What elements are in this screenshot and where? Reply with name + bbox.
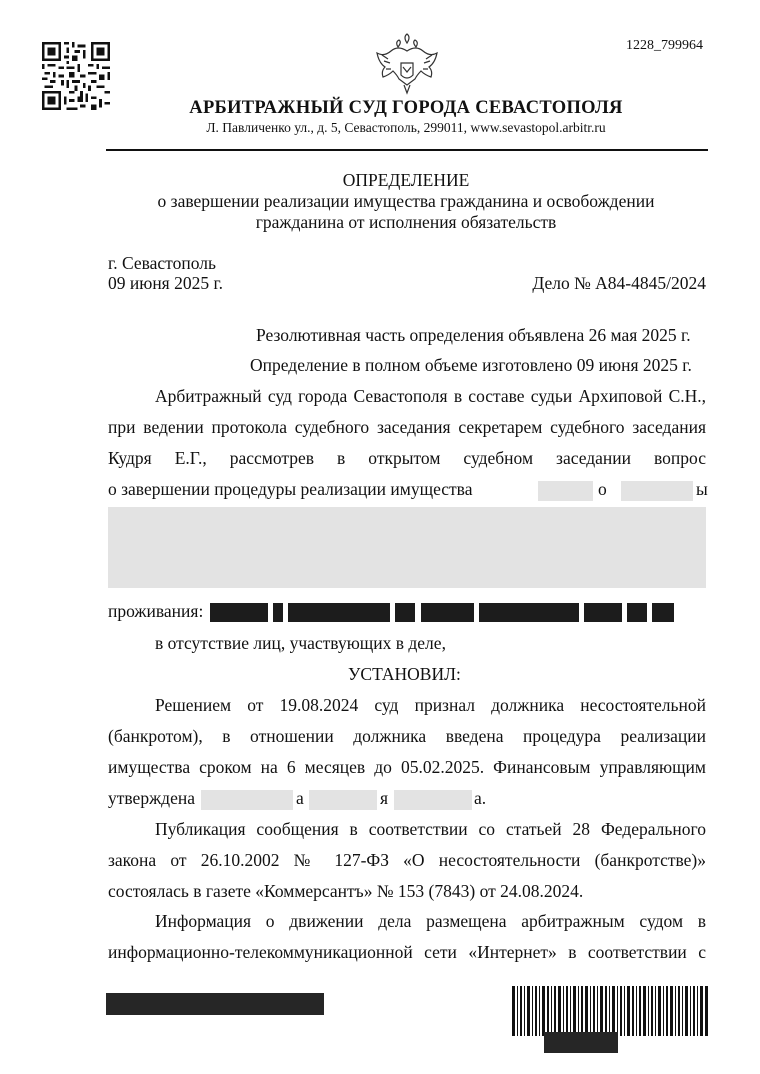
decision-date: 09 июня 2025 г. [108,273,224,293]
redaction-mark [210,603,268,622]
redaction-mark [421,603,474,622]
redacted-barcode-label [544,1032,618,1053]
paragraph-1-line-3: Кудря Е.Г., рассмотрев в открытом судебном заседании вопрос [108,448,706,468]
document-subtitle-line-2: гражданина от исполнения обязательств [255,212,557,232]
case-number: Дело № А84-4845/2024 [532,273,706,293]
redaction-mark [395,603,415,622]
redaction-mark [652,603,674,622]
coat-of-arms-emblem [374,33,440,97]
redaction-mark [538,481,593,501]
paragraph-4-line-1: Информация о движении дела размещена арбитражным судом в [155,911,706,931]
paragraph-1-line-4-end: ы [696,479,708,499]
paragraph-2-line-4-start: утверждена [108,788,195,808]
paragraph-2-line-2: (банкротом), в отношении должника введена процедура реализации [108,726,706,746]
paragraph-2-line-4-part-b: а [296,788,304,808]
document-subtitle-line-1: о завершении реализации имущества гражданина и освобождении [157,191,655,211]
paragraph-2-line-1: Решением от 19.08.2024 суд признал должника несостоятельной [155,695,706,715]
paragraph-1-line-1: Арбитражный суд города Севастополя в составе судьи Архиповой С.Н., [155,386,706,406]
court-address: Л. Павличенко ул., д. 5, Севастополь, 299011, www.sevastopol.arbitr.ru [206,120,606,135]
redaction-mark [479,603,579,622]
paragraph-2-line-4-part-c: я [380,788,389,808]
resolution-line: Резолютивная часть определения объявлена 26 мая 2025 г. [256,325,691,345]
barcode-icon [512,986,708,1036]
established-heading: УСТАНОВИЛ: [348,664,461,684]
redaction-mark [273,603,283,622]
paragraph-1-line-4-start: о завершении процедуры реализации имущества [108,479,473,499]
full-text-line: Определение в полном объеме изготовлено 09 июня 2025 г. [250,355,692,375]
redaction-mark [201,790,293,810]
redacted-block [108,507,706,588]
paragraph-2-line-3: имущества сроком на 6 месяцев до 05.02.2025. Финансовым управляющим [108,757,706,777]
absence-line: в отсутствие лиц, участвующих в деле, [155,633,446,653]
document-number: 1228_799964 [626,38,703,53]
paragraph-1-line-4-mid: о [598,479,607,499]
residence-label: проживания: [108,601,204,621]
paragraph-3-line-3: состоялась в газете «Коммерсантъ» № 153 (7843) от 24.08.2024. [108,881,584,901]
paragraph-4-line-2: информационно-телекоммуникационной сети «Интернет» в соответствии с [108,942,706,962]
paragraph-2-line-4-end: а. [474,788,487,808]
redaction-mark [309,790,377,810]
redaction-mark [627,603,647,622]
document-heading: ОПРЕДЕЛЕНИЕ [342,170,470,190]
redacted-footer-bar [106,993,324,1015]
redaction-mark [288,603,390,622]
redaction-mark [621,481,693,501]
paragraph-1-line-2: при ведении протокола судебного заседания секретарем судебного заседания [108,417,706,437]
court-name: АРБИТРАЖНЫЙ СУД ГОРОДА СЕВАСТОПОЛЯ [189,98,623,118]
redaction-mark [394,790,472,810]
paragraph-3-line-2: закона от 26.10.2002 № 127-ФЗ «О несостоятельности (банкротстве)» [108,850,706,870]
city: г. Севастополь [108,253,216,273]
paragraph-3-line-1: Публикация сообщения в соответствии со статьей 28 Федерального [155,819,706,839]
redaction-mark [584,603,622,622]
header-divider [106,149,708,151]
